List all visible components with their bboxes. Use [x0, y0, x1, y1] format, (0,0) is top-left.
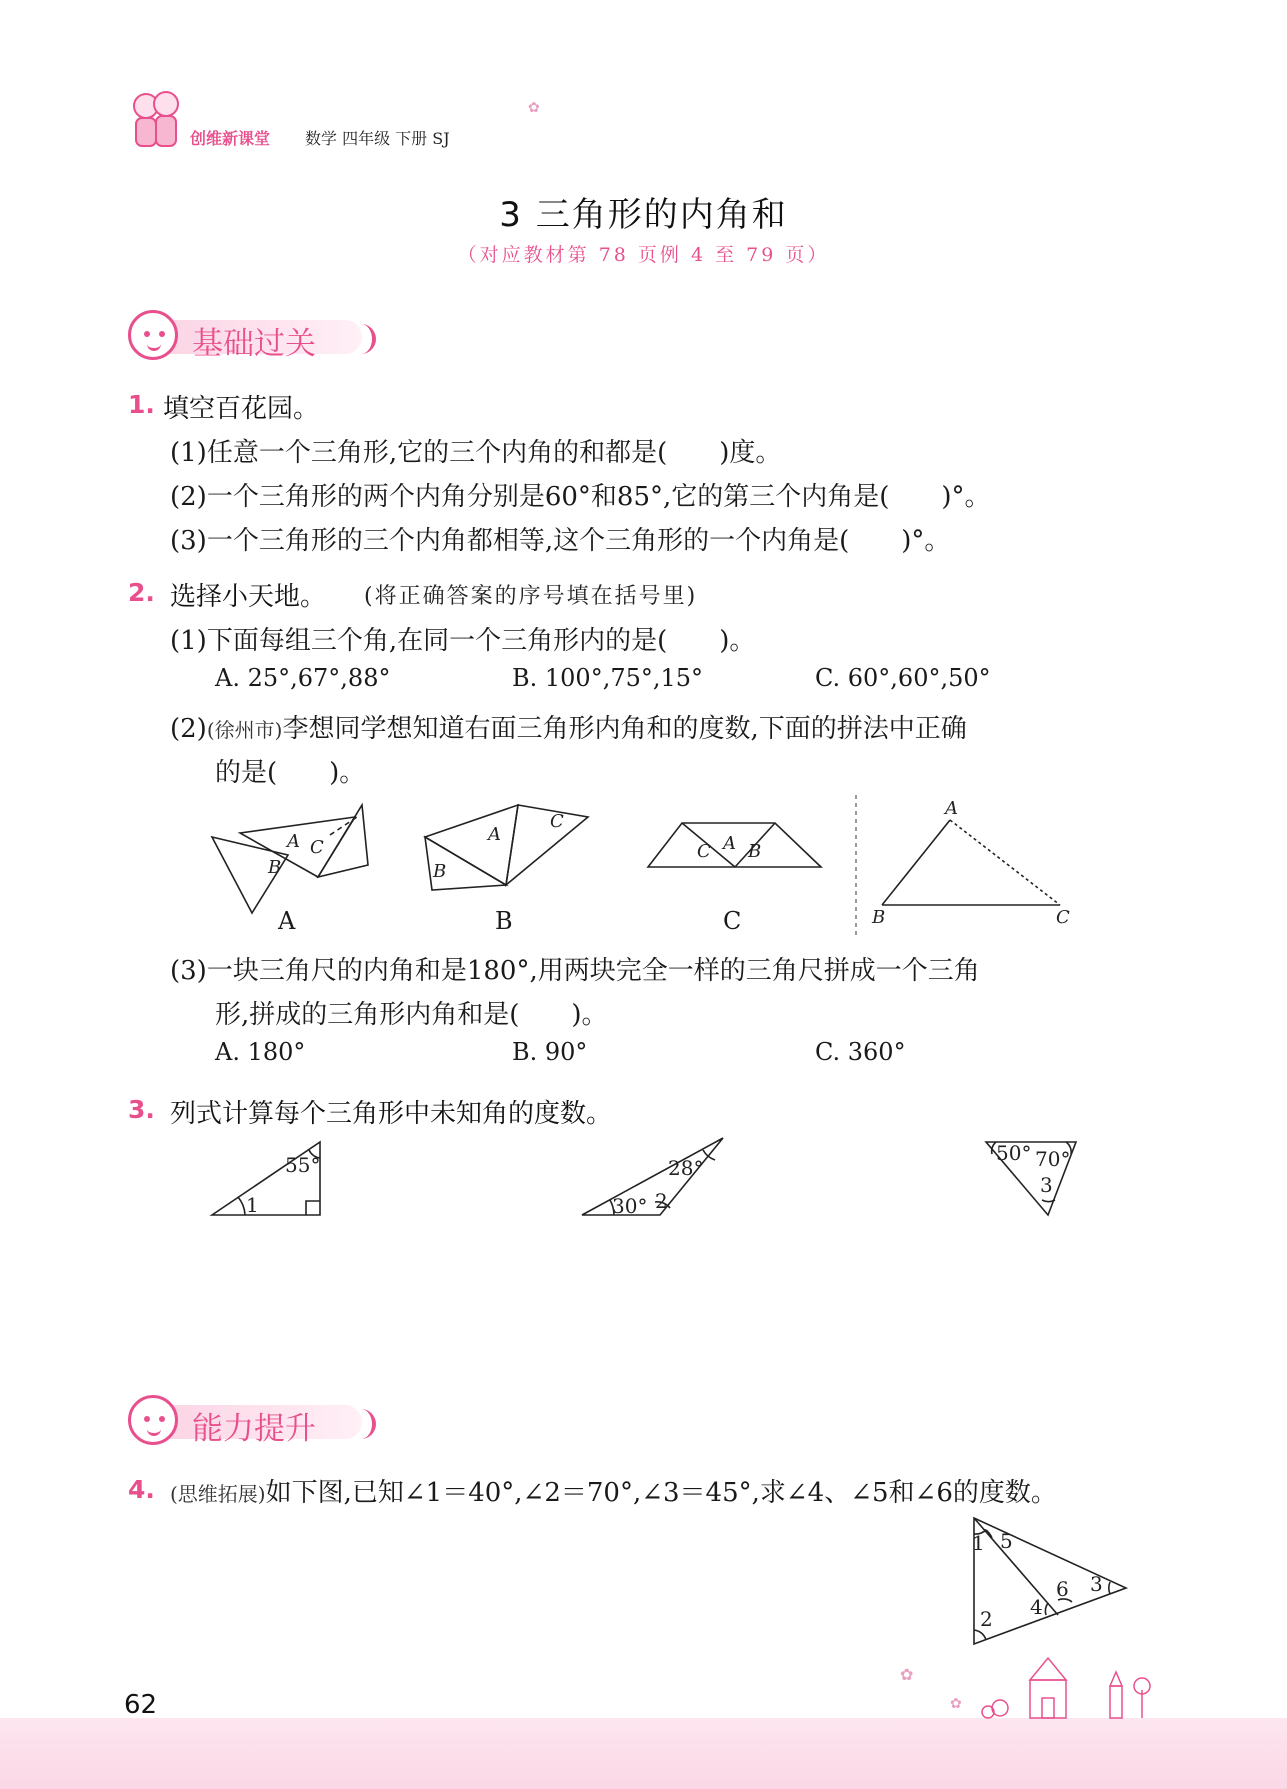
- figure-a: [212, 805, 368, 913]
- svg-text:✿: ✿: [900, 1665, 914, 1684]
- q2-part2-figures: [200, 795, 1150, 945]
- vertex-label-a: A: [945, 798, 958, 819]
- svg-text:B: B: [433, 861, 447, 882]
- figure-c: [648, 823, 821, 867]
- q2-part1-option-a: A. 25°,67°,88°: [215, 664, 391, 692]
- q2-part2-text1: 李想同学想知道右面三角形内角和的度数,下面的拼法中正确: [282, 714, 967, 744]
- page-title: 3 三角形的内角和: [499, 195, 788, 235]
- q3-triangle-3: [986, 1141, 1076, 1215]
- mascot-face-icon: [128, 1395, 178, 1445]
- section-title-basic: 基础过关: [192, 326, 316, 362]
- q3-triangle-1: [212, 1142, 320, 1217]
- q4-number: 4.: [128, 1475, 155, 1504]
- q2-part2-line1: [170, 708, 967, 745]
- figure-b: [425, 805, 588, 890]
- q2-part3-option-c: C. 360°: [815, 1038, 906, 1066]
- svg-text:28°: 28°: [668, 1156, 704, 1180]
- figure-label-b: B: [495, 907, 513, 935]
- svg-text:2: 2: [980, 1607, 993, 1631]
- section-title-advanced: 能力提升: [192, 1411, 316, 1447]
- q4-text: 如下图,已知∠1＝40°,∠2＝70°,∠3＝45°,求∠4、∠5和∠6的度数。: [265, 1478, 1057, 1508]
- page-number: 62: [124, 1690, 158, 1720]
- section-banner-basic: [128, 310, 378, 362]
- q2-heading: 选择小天地。: [170, 582, 327, 612]
- svg-text:1: 1: [972, 1531, 985, 1555]
- q1-item-1: (1)任意一个三角形,它的三个内角的和都是( )度。: [170, 438, 782, 468]
- q2-part2-source-tag: (徐州市): [206, 718, 283, 742]
- page-subtitle: （对应教材第 78 页例 4 至 79 页）: [457, 244, 830, 266]
- q1-number: 1.: [128, 390, 155, 419]
- header-book-info: 数学 四年级 下册 SJ: [305, 129, 450, 148]
- section-banner-advanced: [128, 1395, 378, 1447]
- header-brand: 创维新课堂: [190, 129, 271, 148]
- figure-label-c: C: [723, 907, 742, 935]
- q2-part2-prefix: (2): [170, 714, 207, 744]
- q1-heading: 填空百花园。: [163, 394, 320, 424]
- q2-part1-option-c: C. 60°,60°,50°: [815, 664, 991, 692]
- svg-text:30°: 30°: [612, 1194, 648, 1218]
- q2-part1-option-b: B. 100°,75°,15°: [512, 664, 704, 692]
- svg-text:70°: 70°: [1035, 1147, 1071, 1171]
- svg-text:3: 3: [1090, 1572, 1103, 1596]
- svg-text:50°: 50°: [996, 1141, 1032, 1165]
- svg-text:55°: 55°: [285, 1153, 321, 1177]
- svg-text:A: A: [287, 831, 300, 852]
- q3-triangle-2: [582, 1138, 723, 1218]
- q2-part2-line2: 的是( )。: [215, 758, 366, 788]
- figure-label-a: A: [278, 907, 296, 935]
- q2-part3-line1: (3)一块三角尺的内角和是180°,用两块完全一样的三角尺拼成一个三角: [170, 956, 980, 986]
- svg-text:1: 1: [246, 1193, 259, 1217]
- svg-text:B: B: [268, 857, 282, 878]
- flower-icon: ✿: [528, 100, 540, 116]
- svg-text:5: 5: [1000, 1529, 1013, 1553]
- reference-triangle: [871, 798, 1070, 928]
- vertex-label-b: B: [872, 907, 886, 928]
- svg-text:4: 4: [1030, 1595, 1043, 1619]
- q4-line: [170, 1472, 1057, 1509]
- svg-text:A: A: [723, 833, 736, 854]
- svg-text:B: B: [748, 841, 762, 862]
- q3-number: 3.: [128, 1095, 155, 1124]
- svg-text:C: C: [550, 811, 564, 832]
- q2-note: (将正确答案的序号填在括号里): [364, 584, 698, 609]
- header-kids-illustration: [128, 88, 184, 154]
- mascot-face-icon: [128, 310, 178, 360]
- svg-text:C: C: [697, 841, 711, 862]
- svg-text:2: 2: [655, 1189, 668, 1213]
- footer-band: [0, 1718, 1287, 1789]
- q2-part1: (1)下面每组三个角,在同一个三角形内的是( )。: [170, 626, 756, 656]
- svg-text:✿: ✿: [950, 1696, 962, 1712]
- vertex-label-c: C: [1056, 907, 1070, 928]
- q4-tag: (思维拓展): [170, 1482, 266, 1506]
- q2-part3-option-a: A. 180°: [215, 1038, 306, 1066]
- q1-item-3: (3)一个三角形的三个内角都相等,这个三角形的一个内角是( )°。: [170, 526, 951, 556]
- q2-number: 2.: [128, 578, 155, 607]
- q2-part3-line2: 形,拼成的三角形内角和是( )。: [215, 1000, 608, 1030]
- castle-decoration-icon: [880, 1650, 1180, 1720]
- q1-item-2: (2)一个三角形的两个内角分别是60°和85°,它的第三个内角是( )°。: [170, 482, 991, 512]
- q3-heading: 列式计算每个三角形中未知角的度数。: [170, 1099, 613, 1129]
- svg-text:3: 3: [1040, 1173, 1053, 1197]
- q2-part3-option-b: B. 90°: [512, 1038, 588, 1066]
- q3-triangles: [200, 1130, 1100, 1220]
- svg-text:C: C: [310, 837, 324, 858]
- svg-text:A: A: [488, 824, 501, 845]
- q4-triangle-figure: [960, 1512, 1140, 1652]
- svg-text:6: 6: [1056, 1577, 1069, 1601]
